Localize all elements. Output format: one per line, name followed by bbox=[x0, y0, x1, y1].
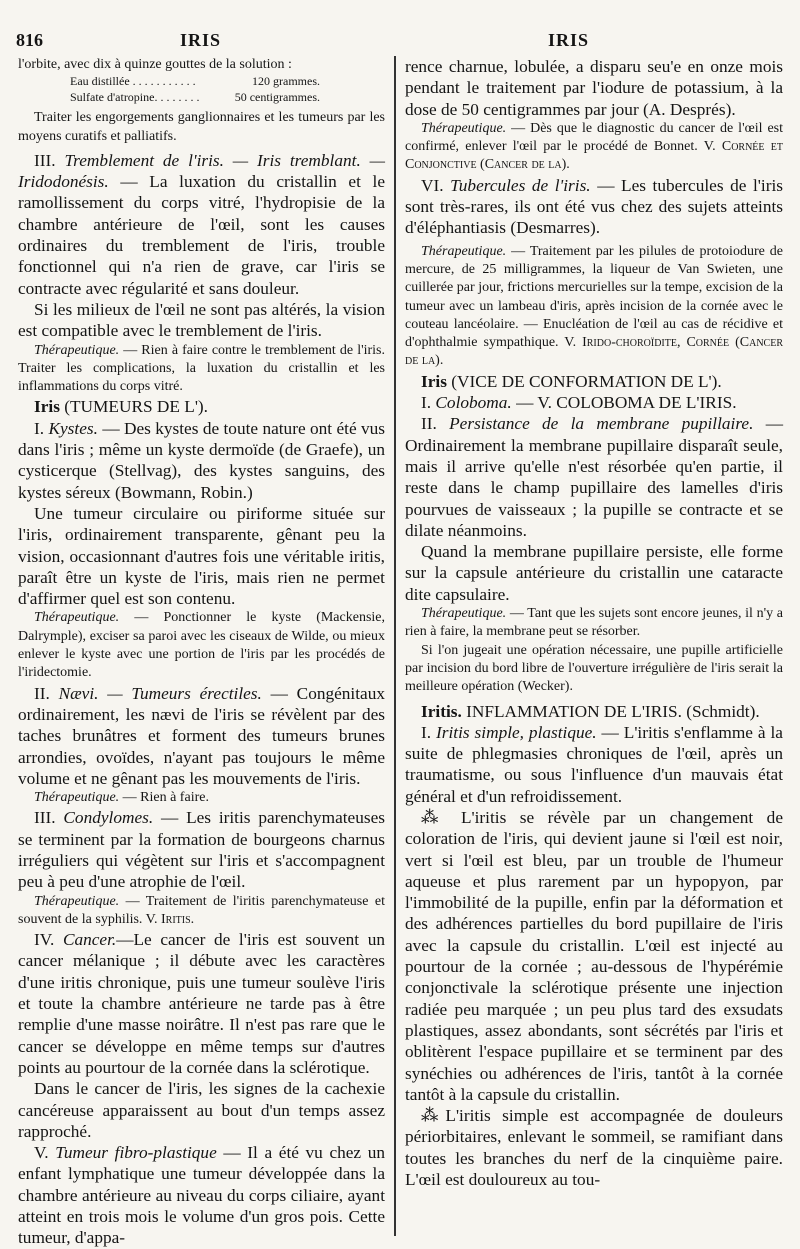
heading-word: Iritis. bbox=[421, 701, 462, 721]
section-number: IV. bbox=[34, 930, 55, 950]
section-cancer bbox=[18, 929, 385, 1078]
column-divider bbox=[394, 56, 396, 1236]
section-number: VI. bbox=[421, 175, 444, 195]
page-number: 816 bbox=[16, 30, 43, 50]
section-number: III. bbox=[34, 150, 56, 170]
therapeutique-label: Thérapeutique. bbox=[421, 243, 507, 259]
section-title: Kystes. bbox=[48, 418, 98, 438]
paragraph: Traiter les engorgements ganglionnaires et les tumeurs par les moyens curatifs et palliatifs. bbox=[18, 110, 385, 144]
section-title: Iritis simple, plastique. bbox=[436, 722, 597, 742]
section-number: II. bbox=[421, 414, 437, 434]
section-number: II. bbox=[34, 683, 50, 703]
section-text: — Il a été vu chez un enfant lymphatique une tumeur développée dans la chambre antérieure au niveau du corps ciliaire, ayant atteint en trois mois le volume d'un gros pois. Cette tumeur, d'appa- bbox=[18, 1143, 386, 1248]
therapeutique-label: Thérapeutique. bbox=[34, 893, 120, 909]
section-title: Coloboma. bbox=[435, 393, 512, 413]
section-title: Tubercules de l'iris. bbox=[450, 175, 591, 195]
paragraph: l'orbite, avec dix à quinze gouttes de la solution : bbox=[18, 57, 292, 72]
cross-reference: Irido-choroïdite, Cornée (Cancer de la). bbox=[405, 335, 784, 369]
running-header-right: IRIS bbox=[548, 30, 590, 50]
section-text: — Des kystes de toute nature ont été vus dans l'iris ; même un kyste dermoïde (de Graefe), un cysticerque (Stellvag), des kystes sanguins, des kystes séreux (Bowmann, Robin.) bbox=[18, 418, 385, 502]
section-title: Cancer. bbox=[62, 930, 117, 950]
paragraph: Si les milieux de l'œil ne sont pas altérés, la vision est compatible avec le tremblement de l'iris. bbox=[18, 299, 385, 341]
paragraph-text: L'iritis simple est accompagnée de douleurs périorbitaires, enlevant le sommeil, se ramifiant dans toutes les branches du nerf de la cinquième paire. L'œil est douloureux au tou- bbox=[405, 1106, 783, 1190]
therapeutique-text: — Rien à faire contre le tremblement de l'iris. Traiter les complications, la luxation du cristallin et les inflammations du corps vitré. bbox=[18, 342, 385, 395]
right-column bbox=[405, 56, 783, 1190]
heading-iritis bbox=[405, 701, 783, 722]
heading-vice-conformation bbox=[405, 371, 783, 392]
therapeutique-label: Thérapeutique. bbox=[34, 342, 120, 358]
paragraph: Si l'on jugeait une opération nécessaire, une pupille artificielle par incision du bord libre de l'ouverture irrégulière de l'iris serait la meilleure opération (Wecker). bbox=[405, 642, 783, 695]
left-column bbox=[18, 56, 385, 1249]
section-text: — Ordinairement la membrane pupillaire disparaît seule, mais il arrive qu'elle n'est résorbée qu'en partie, il reste dans le champ pupillaire des lamelles d'iris pourvues de vaisseaux ; la pupille se contracte et se dilate néanmoins. bbox=[405, 414, 783, 540]
therapeutique bbox=[18, 893, 385, 930]
section-text: — Les tubercules de l'iris sont très-rares, ils ont été vus chez des sujets atteints d'éléphantiasis (Desmarres). bbox=[405, 175, 783, 238]
section-number: I. bbox=[34, 418, 45, 438]
section-text: — La luxation du cristallin et le ramollissement du corps vitré, l'hydropisie de la chambre antérieure de l'œil, sont les causes ordinaires du tremblement de l'iris, trouble fonctionnel qui n'a rien de grave, car l'iris se contracte avec régularité et sans douleur. bbox=[18, 172, 385, 298]
section-text: — Congénitaux ordinairement, les nævi de l'iris se révèlent par des taches brunâtres et forment des tumeurs brunes arrondies, ovoïdes, n'ayant pas toujours le même volume et ne gênant pas les mouvements de l'iris. bbox=[18, 683, 385, 788]
prescription-row bbox=[70, 74, 320, 90]
cross-reference: Cornée et Conjonctive (Cancer de la). bbox=[405, 139, 784, 173]
cross-reference: Iritis. bbox=[161, 911, 195, 927]
prescription-row bbox=[70, 90, 320, 106]
therapeutique bbox=[18, 342, 385, 397]
therapeutique-text: — Dès que le diagnostic du cancer de l'œil est confirmé, enlever l'œil par le procédé de Bonnet. V. bbox=[405, 120, 783, 155]
paragraph bbox=[405, 1105, 783, 1190]
paragraph: rence charnue, lobulée, a disparu seu'e en onze mois pendant le traitement par l'iodure de potassium, à la dose de 50 centigrammes par jour (A. Després). bbox=[405, 57, 783, 119]
quantity: 50 centigrammes. bbox=[234, 89, 320, 104]
section-text: — V. COLOBOMA DE L'IRIS. bbox=[516, 393, 737, 413]
section-title: Persistance de la membrane pupillaire. bbox=[449, 414, 754, 434]
therapeutique bbox=[18, 789, 385, 807]
section-tubercules bbox=[405, 175, 783, 239]
therapeutique-text: — Traitement de l'iritis parenchymateuse et souvent de la syphilis. V. bbox=[18, 893, 385, 927]
paragraph: Une tumeur circulaire ou piriforme située sur l'iris, ordinairement transparente, gênant peu la vision, occasionnant d'autres fois une véritable iritis, paraît être un kyste de l'iris, mais rien ne permet d'affirmer quel est son contenu. bbox=[18, 503, 385, 609]
running-header-left: IRIS bbox=[180, 30, 222, 50]
heading-sub: (VICE DE CONFORMATION DE L'). bbox=[451, 371, 722, 391]
ingredient: Sulfate d'atropine. . . . . . . . bbox=[70, 89, 200, 104]
therapeutique-text: — Traitement par les pilules de protoiodure de mercure, de 25 milligrammes, la liqueur de Van Swieten, une cuillerée par jour, frictions mercurielles sur la tempe, excision de la tumeur avec un lambeau d'iris, après incision de la cornée avec le couteau lancéolaire. — Enucléation de l'œil au cas de récidive et d'ophthalmie sympathique. V. bbox=[405, 243, 783, 351]
heading-sub: INFLAMMATION DE L'IRIS. (Schmidt). bbox=[466, 701, 760, 721]
paragraph: Quand la membrane pupillaire persiste, elle forme sur la capsule antérieure du cristallin une cataracte dite capsulaire. bbox=[405, 542, 783, 604]
paragraph-text: L'iritis se révèle par un changement de coloration de l'iris, qui devient jaune si l'œil est noir, vert si l'œil est bleu, par un trouble de l'humeur aqueuse et plus rarement par un hypopyon, par l'immobilité de la pupille, enfin par la déformation et des adhérences partielles du bord pupillaire de l'iris avec la capsule du cristallin. L'œil est injecté au pourtour de la cornée ; au-dessous de l'hypérémie conjonctivale la sclérotique présente une injection radiée peu marquée ; un peu plus tard des exsudats plastiques, assez abondants, sont sécrétés par l'iris et oblitèrent l'espace pupillaire et se terminent par des synéchies ou adhérences de l'iris, tantôt à la cornée tantôt à la capsule du cristallin. bbox=[405, 807, 783, 1104]
asterism: ⁂ bbox=[421, 1106, 446, 1126]
section-number: V. bbox=[34, 1143, 49, 1163]
therapeutique-label: Thérapeutique. bbox=[34, 610, 120, 626]
paragraph: Dans le cancer de l'iris, les signes de la cachexie cancéreuse apparaissent au bout d'un temps assez rapproché. bbox=[18, 1079, 385, 1141]
section-iritis-simple bbox=[405, 722, 783, 807]
section-number: I. bbox=[421, 393, 432, 413]
section-title: Condylomes. bbox=[63, 808, 154, 828]
section-number: III. bbox=[34, 808, 56, 828]
therapeutique-text: — Tant que les sujets sont encore jeunes, il n'y a rien à faire, la membrane peut se résorber. bbox=[405, 606, 783, 640]
section-coloboma bbox=[405, 392, 783, 413]
paragraph bbox=[405, 807, 783, 1105]
therapeutique bbox=[405, 605, 783, 642]
section-persistance bbox=[405, 413, 783, 541]
heading-word: Iris bbox=[34, 397, 60, 417]
section-text: — Les iritis parenchymateuses se terminent par la formation de bourgeons charnus irréguliers qui végètent sur l'iris et s'accompagnent peu à peu d'une atrophie de l'œil. bbox=[18, 808, 385, 892]
section-naevi bbox=[18, 683, 385, 789]
prescription-table bbox=[18, 74, 320, 105]
asterism: ⁂ bbox=[421, 807, 448, 827]
therapeutique-text: — Ponctionner le kyste (Mackensie, Dalrymple), exciser sa paroi avec les ciseaux de Wilde, ou mieux enlever le kyste avec une portion de l'iris par les procédés de l'iridectomie. bbox=[18, 610, 386, 681]
section-tremblement bbox=[18, 150, 385, 299]
heading-tumeurs bbox=[18, 396, 385, 417]
heading-word: Iris bbox=[421, 371, 447, 391]
section-title: Tumeur fibro-plastique bbox=[55, 1143, 217, 1163]
section-fibro-plastique bbox=[18, 1142, 385, 1248]
heading-sub: (TUMEURS DE L'). bbox=[64, 397, 209, 417]
section-text: — L'iritis s'enflamme à la suite de phlegmasies chroniques de l'œil, après un traumatisme, ou sous l'influence d'un mauvais état général et d'un refroidissement. bbox=[405, 722, 783, 806]
section-title: Nævi. — Tumeurs érectiles. bbox=[58, 683, 262, 703]
therapeutique-label: Thérapeutique. bbox=[34, 790, 120, 806]
therapeutique-label: Thérapeutique. bbox=[421, 606, 507, 622]
therapeutique-text: — Rien à faire. bbox=[122, 790, 209, 806]
section-text: —Le cancer de l'iris est souvent un cancer mélanique ; il débute avec les caractères d'une iritis chronique, puis une tumeur soulève l'iris et toute la chambre antérieure ne tarde pas à être remplie d'une masse noirâtre. Il n'est pas rare que le cancer se développe en même temps sur d'autres points au pourtour de la cornée dans la sclérotique. bbox=[18, 930, 385, 1077]
ingredient: Eau distillée . . . . . . . . . . . bbox=[70, 74, 196, 89]
section-title: Tremblement de l'iris. — Iris tremblant. — Iridodonésis. bbox=[18, 150, 385, 192]
quantity: 120 grammes. bbox=[252, 74, 320, 89]
section-condylomes bbox=[18, 807, 385, 892]
therapeutique-label: Thérapeutique. bbox=[421, 120, 507, 136]
therapeutique bbox=[18, 609, 385, 682]
therapeutique bbox=[405, 120, 783, 175]
section-kystes bbox=[18, 418, 385, 503]
section-number: I. bbox=[421, 722, 432, 742]
therapeutique bbox=[405, 243, 783, 371]
